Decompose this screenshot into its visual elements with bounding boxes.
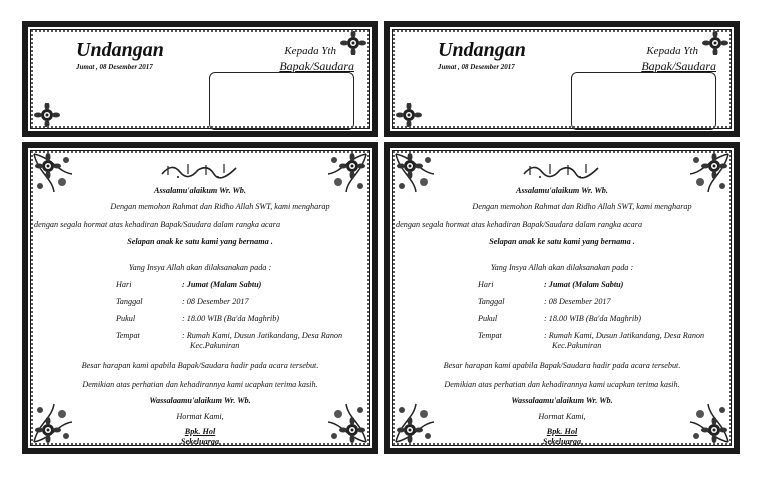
corner-ornament-icon xyxy=(700,31,730,55)
greeting: Assalamu'alaikum Wr. Wb. xyxy=(516,186,608,195)
bismillah-calligraphy-icon xyxy=(520,160,604,180)
detail-value-place-2: Kec.Pakuniran xyxy=(552,341,602,350)
detail-value-place: : Rumah Kami, Dusun Jatikandang, Desa Ranon xyxy=(544,331,705,340)
closing-line-2: Demikian atas perhatian dan kehadirannya kami ucapkan terima kasih. xyxy=(444,380,680,389)
detail-value-date: : 08 Desember 2017 xyxy=(182,297,249,306)
corner-ornament-icon xyxy=(394,103,424,127)
detail-label-date: Tanggal xyxy=(116,297,143,306)
detail-value-time: : 18.00 WIB (Ba'da Maghrib) xyxy=(544,314,642,323)
envelope-title: Undangan xyxy=(438,39,526,61)
detail-value-place: : Rumah Kami, Dusun Jatikandang, Desa Ranon xyxy=(182,331,343,340)
envelope-date: Jumat , 08 Desember 2017 xyxy=(76,63,153,71)
detail-label-date: Tanggal xyxy=(478,297,505,306)
recipient-line-2: Bapak/Saudara xyxy=(279,59,354,73)
envelope-card xyxy=(22,21,378,137)
intro-line-1: Dengan memohon Rahmat dan Ridho Allah SWT, kami mengharap xyxy=(472,202,692,211)
detail-label-place: Tempat xyxy=(478,331,502,340)
detail-label-day: Hari xyxy=(478,280,494,289)
detail-value-date: : 08 Desember 2017 xyxy=(544,297,611,306)
salam: Wassalaamu'alaikum Wr. Wb. xyxy=(149,396,251,405)
regards: Hormat Kami, xyxy=(176,412,224,421)
greeting: Assalamu'alaikum Wr. Wb. xyxy=(154,186,246,195)
envelope-title: Undangan xyxy=(76,39,164,61)
detail-label-day: Hari xyxy=(116,280,132,289)
sign-name: Bpk. Hol xyxy=(184,427,216,436)
envelope-date: Jumat , 08 Desember 2017 xyxy=(438,63,515,71)
regards: Hormat Kami, xyxy=(538,412,586,421)
sign-name: Bpk. Hol xyxy=(546,427,578,436)
recipient-line-2: Bapak/Saudara xyxy=(641,59,716,73)
schedule-intro: Yang Insya Allah akan dilaksanakan pada : xyxy=(490,263,634,272)
detail-label-time: Pukul xyxy=(478,314,498,323)
envelope-card xyxy=(384,21,740,137)
corner-ornament-icon xyxy=(338,31,368,55)
invitation-card xyxy=(22,142,378,454)
intro-line-1: Dengan memohon Rahmat dan Ridho Allah SWT, kami mengharap xyxy=(110,202,330,211)
bismillah-calligraphy-icon xyxy=(158,160,242,180)
invitation-card xyxy=(384,142,740,454)
schedule-intro: Yang Insya Allah akan dilaksanakan pada : xyxy=(128,263,272,272)
closing-line-2: Demikian atas perhatian dan kehadirannya kami ucapkan terima kasih. xyxy=(82,380,318,389)
invitation-body xyxy=(28,148,372,448)
detail-value-day: : Jumat (Malam Sabtu) xyxy=(544,280,624,289)
corner-ornament-icon xyxy=(32,103,62,127)
closing-line-1: Besar harapan kami apabila Bapak/Saudara hadir pada acara tersebut. xyxy=(443,361,681,370)
address-box xyxy=(209,72,354,130)
sign-family: Sekeluarga xyxy=(180,437,220,446)
sign-family: Sekeluarga xyxy=(542,437,582,446)
intro-line-2: dengan segala hormat atas kehadiran Bapak/Saudara dalam rangka acara xyxy=(34,220,281,229)
event-name: Selapan anak ke satu kami yang bernama . xyxy=(489,237,635,246)
detail-value-place-2: Kec.Pakuniran xyxy=(190,341,240,350)
detail-value-time: : 18.00 WIB (Ba'da Maghrib) xyxy=(182,314,280,323)
invitation-body xyxy=(390,148,734,448)
detail-label-time: Pukul xyxy=(116,314,136,323)
closing-line-1: Besar harapan kami apabila Bapak/Saudara hadir pada acara tersebut. xyxy=(81,361,319,370)
recipient-line-1: Kepada Yth xyxy=(284,45,336,57)
detail-value-day: : Jumat (Malam Sabtu) xyxy=(182,280,262,289)
detail-label-place: Tempat xyxy=(116,331,140,340)
event-name: Selapan anak ke satu kami yang bernama . xyxy=(127,237,273,246)
salam: Wassalaamu'alaikum Wr. Wb. xyxy=(511,396,613,405)
intro-line-2: dengan segala hormat atas kehadiran Bapak/Saudara dalam rangka acara xyxy=(396,220,643,229)
recipient-line-1: Kepada Yth xyxy=(646,45,698,57)
address-box xyxy=(571,72,716,130)
